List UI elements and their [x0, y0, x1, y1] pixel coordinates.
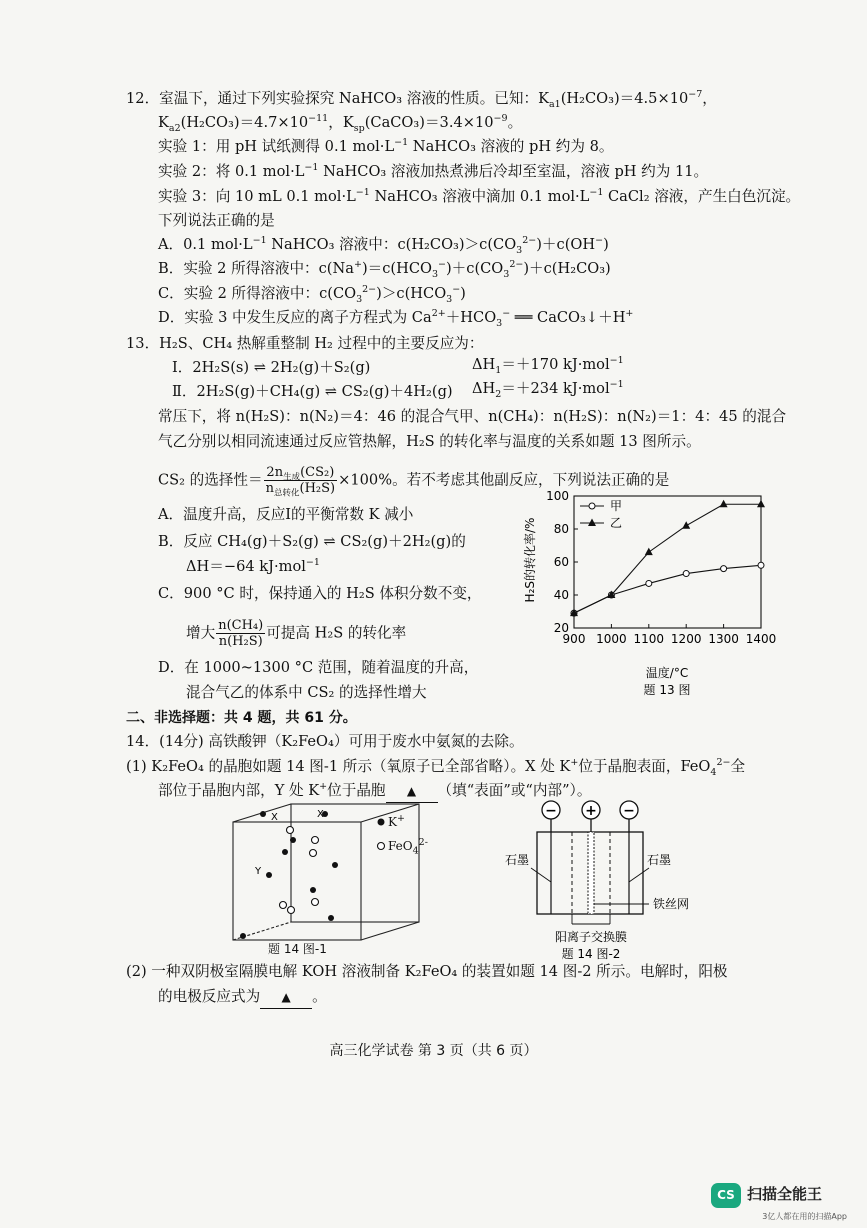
label-x-2: X [317, 809, 324, 820]
selectivity-label: CS₂ 的选择性＝ [158, 471, 263, 489]
q14-part-2-line-1: (2) 一种双阴极室隔膜电解 KOH 溶液制备 K₂FeO₄ 的装置如题 14 图-2 所示。电解时，阳极 [126, 963, 728, 980]
chart-x-axis-label: 温度/°C [645, 666, 689, 680]
k-ion [328, 915, 334, 921]
q12-line-1: 12．室温下，通过下列实验探究 NaHCO₃ 溶液的性质。已知：$K_{a1}(H_2CO_3)=4.5\times 10^{-7}$， [126, 89, 717, 110]
pointer-graphite-right [629, 868, 649, 882]
q12-option-c: C．实验 2 所得溶液中：$c(CO_3^{2-})>c(HCO_3^-)$ [158, 284, 466, 305]
part-2-lead: 的电极反应式为 [158, 988, 261, 1005]
q13-option-d-2: 混合气乙的体系中 CS₂ 的选择性增大 [186, 684, 427, 701]
chart-legend [580, 499, 622, 530]
series-1-point [721, 566, 727, 572]
q13-option-a: A．温度升高，反应Ⅰ的平衡常数 K 减小 [158, 506, 414, 523]
q13-line-1: 13．H₂S、CH₄ 热解重整制 H₂ 过程中的主要反应为： [126, 335, 484, 352]
legend-marker-1 [589, 503, 595, 509]
y-tick-label: 40 [553, 588, 569, 602]
series-line-1 [574, 565, 761, 613]
q13-option-b-enthalpy: ΔH＝−64 kJ·mol$^{-1}$ [186, 557, 320, 575]
fig2-caption: 题 14 图-2 [561, 947, 621, 961]
minus-sign-left: − [545, 803, 557, 819]
pointer-graphite-left [531, 868, 551, 882]
k-ion [310, 887, 316, 893]
q13-reaction-1-enthalpy: $\Delta H_1=+170$ kJ·mol$^{-1}$ [472, 355, 624, 376]
y-tick-label: 80 [553, 522, 569, 536]
option-c-lead: 增大 [186, 624, 216, 642]
series-1-point [646, 580, 652, 586]
k-ion [282, 849, 288, 855]
q13-option-b: B．反应 CH₄(g)＋S₂(g) ⇌ CS₂(g)＋2H₂(g)的 [158, 533, 466, 550]
selectivity-fraction [264, 465, 338, 499]
q14-part-1-line-1: (1) K₂FeO₄ 的晶胞如题 14 图-1 所示（氧原子已全部省略）。X 处 K+位于晶胞表面，FeO$_4^{2-}$全 [126, 757, 746, 778]
q13-option-d: D．在 1000~1300 °C 范围，随着温度的升高， [158, 659, 479, 676]
selectivity-numerator: $2n_{生成}(CS_2)$ [264, 465, 338, 481]
part-1-tail: （填“表面”或“内部”）。 [437, 782, 592, 799]
part-1-lead: 部位于晶胞内部，Y 处 K+位于晶胞 [158, 781, 386, 799]
q12-experiment-1: 实验 1：用 pH 试纸测得 0.1 $mol\cdot L^{-1}$ NaHCO₃ 溶液的 pH 约为 8。 [158, 137, 614, 155]
x-tick-label: 1000 [596, 632, 627, 646]
q13-option-c-2 [186, 618, 406, 649]
q12-option-b: B．实验 2 所得溶液中：$c(Na^+)=c(HCO_3^-)+c(CO_3^{2-})+c(H_2CO_3)$ [158, 259, 611, 280]
chart-frame [574, 496, 761, 628]
ferrate-ion [288, 907, 295, 914]
k-ion-x-1 [260, 811, 266, 817]
graphite-label-right: 石墨 [647, 853, 672, 867]
option-c-fraction [216, 618, 265, 649]
label-x-1: X [271, 812, 278, 823]
ferrate-ion [312, 899, 319, 906]
q13-conversion-chart [516, 482, 786, 700]
answer-blank-1[interactable]: ▲ [386, 780, 438, 803]
selectivity-tail: ×100%。若不考虑其他副反应，下列说法正确的是 [338, 471, 670, 489]
q12-experiment-2: 实验 2：将 0.1 $mol\cdot L^{-1}$ NaHCO₃ 溶液加热煮沸后冷却至室温，溶液 pH 约为 11。 [158, 162, 709, 180]
ferrate-ion [287, 827, 294, 834]
series-1-point [758, 562, 764, 568]
fig1-legend-k-label: K+ [388, 813, 405, 829]
option-c-denominator: n(H₂S) [218, 634, 263, 649]
minus-sign-right: − [623, 803, 635, 819]
scanner-watermark [711, 1181, 847, 1221]
fig1-caption: 题 14 图-1 [268, 942, 327, 956]
iron-mesh-label: 铁丝网 [653, 897, 690, 911]
q13-line-3: 气乙分别以相同流速通过反应管热解，H₂S 的转化率与温度的关系如题 13 图所示。 [158, 433, 701, 450]
x-tick-label: 1400 [745, 632, 777, 646]
q13-option-c: C．900 °C 时，保持通入的 H₂S 体积分数不变， [158, 585, 482, 602]
q14-figure-2-electrolysis-cell [495, 796, 755, 966]
q13-reaction-2-enthalpy: $\Delta H_2=+234$ kJ·mol$^{-1}$ [472, 379, 624, 400]
fig1-legend-ferrate-label: FeO$_4^{2-}$ [388, 837, 428, 857]
option-c-numerator: n(CH₄) [218, 618, 264, 633]
q13-line-2: 常压下，将 n(H₂S)：n(N₂)＝4：46 的混合气甲、n(CH₄)：n(H₂S)：n(N₂)＝1：4：45 的混合 [158, 408, 787, 425]
legend-k-marker [378, 819, 385, 826]
series-line-2 [574, 504, 761, 613]
ferrate-ion [310, 850, 317, 857]
x-tick-label: 1300 [708, 632, 739, 646]
y-tick-label: 100 [546, 489, 569, 503]
y-tick-label: 20 [553, 621, 569, 635]
chart-series [570, 500, 765, 616]
q12-stem: 下列说法正确的是 [158, 212, 275, 229]
chart-y-axis-label: H₂S的转化率/% [523, 517, 537, 603]
chart-caption: 题 13 图 [643, 683, 691, 697]
k-ion-y [266, 872, 272, 878]
q13-reaction-1: Ⅰ．2H₂S(s) ⇌ 2H₂(g)＋S₂(g) [172, 359, 371, 376]
legend-label-2: 乙 [610, 516, 623, 530]
k-ion [290, 837, 296, 843]
q13-reaction-2: Ⅱ．2H₂S(g)＋CH₄(g) ⇌ CS₂(g)＋4H₂(g) [172, 383, 453, 400]
graphite-label-left: 石墨 [505, 853, 530, 867]
q12-line-2: $K_{a2}(H_2CO_3)=4.7\times 10^{-11}$，$K_{sp}(CaCO_3)=3.4\times 10^{-9}$。 [158, 113, 523, 134]
series-2-point [682, 521, 690, 529]
part-2-tail: 。 [312, 988, 327, 1005]
q12-experiment-3: 实验 3：向 10 mL 0.1 $mol\cdot L^{-1}$ NaHCO₃ 溶液中滴加 0.1 $mol\cdot L^{-1}$ CaCl₂ 溶液，产生白色沉淀。 [158, 187, 801, 205]
scanner-app-name: 扫描全能王 [747, 1185, 823, 1203]
ferrate-ion [280, 902, 287, 909]
plus-sign: + [585, 803, 597, 819]
q14-part-2-line-2 [158, 986, 327, 1009]
legend-marker-2 [588, 519, 596, 527]
x-tick-label: 900 [562, 632, 586, 646]
option-c-tail: 可提高 H₂S 的转化率 [266, 624, 407, 642]
legend-ferrate-marker [378, 843, 385, 850]
scanner-logo-icon: CS [711, 1183, 741, 1208]
section-2-heading: 二、非选择题：共 4 题，共 61 分。 [126, 710, 357, 726]
scanner-tagline: 3亿人都在用的扫描App [762, 1212, 847, 1221]
series-1-point [683, 571, 689, 577]
series-2-point [645, 548, 653, 556]
answer-blank-2[interactable]: ▲ [260, 986, 312, 1009]
series-2-point [757, 500, 765, 508]
series-2-point [720, 500, 728, 508]
k-ion [240, 933, 246, 939]
iron-wire-mesh [588, 832, 594, 914]
q14-line-1: 14．(14分) 高铁酸钾（K₂FeO₄）可用于废水中氨氮的去除。 [126, 733, 524, 750]
legend-label-1: 甲 [610, 499, 623, 513]
membrane-label: 阳离子交换膜 [554, 930, 628, 944]
k-ion [332, 862, 338, 868]
q12-option-a: A．0.1 $mol\cdot L^{-1}$ NaHCO₃ 溶液中：$c(H_2CO_3)>c(CO_3^{2-})+c(OH^-)$ [158, 235, 609, 256]
selectivity-denominator: $n_{总转化}(H_2S)$ [265, 481, 336, 499]
ferrate-ion [312, 837, 319, 844]
q12-option-d: D．实验 3 中发生反应的离子方程式为 $Ca^{2+}+HCO_3^-$ ══ CaCO₃↓＋H+ [158, 308, 634, 329]
y-tick-label: 60 [553, 555, 569, 569]
x-tick-label: 1100 [633, 632, 665, 646]
x-tick-label: 1200 [670, 632, 702, 646]
page-footer: 高三化学试卷 第 3 页（共 6 页） [329, 1043, 538, 1059]
label-y: Y [255, 866, 262, 877]
